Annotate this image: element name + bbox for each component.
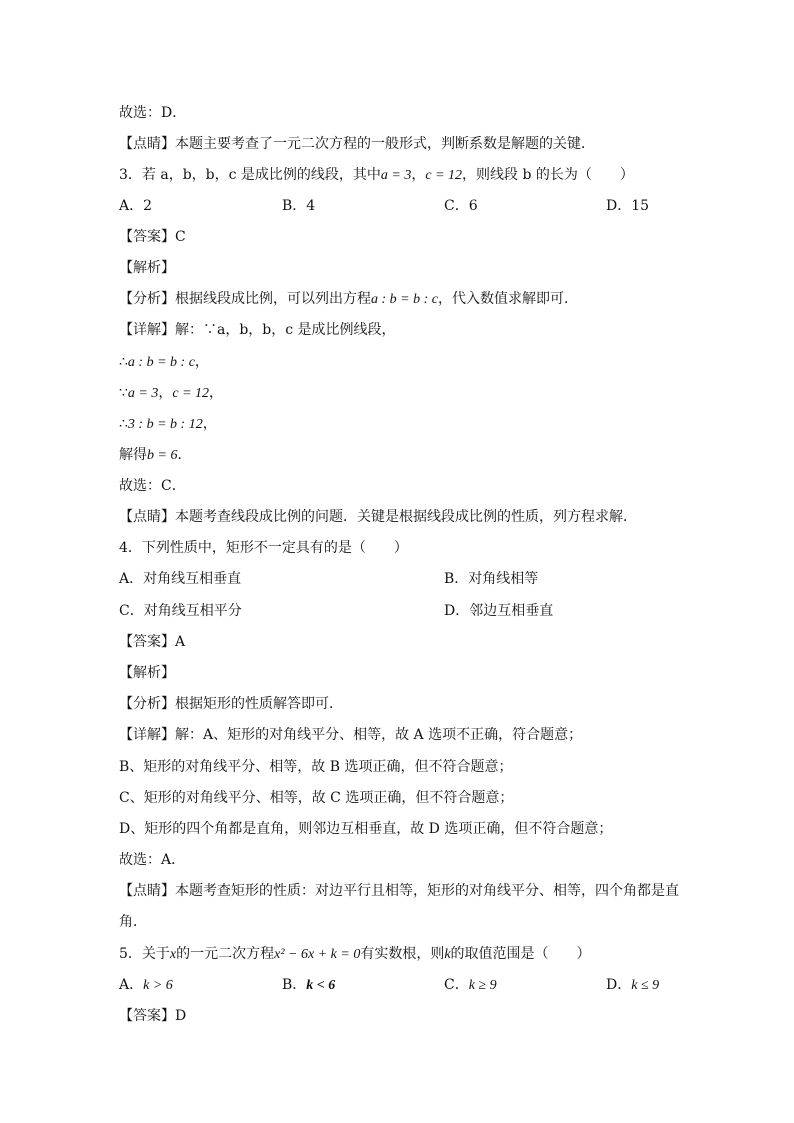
q3-step-3: ∴3 : b = b : 12， bbox=[119, 416, 217, 432]
q4-option-a: A．对角线互相垂直 bbox=[119, 571, 242, 587]
q4-conclusion: 故选：A． bbox=[119, 852, 186, 868]
question-5: 5．关于x的一元二次方程x² − 6x + k = 0有实数根，则k的取值范围是（ ） bbox=[119, 946, 591, 962]
q5-option-a: A．k > 6 bbox=[119, 977, 173, 993]
q3-detail: 【详解】解：∵a，b，b，c 是成比例线段， bbox=[119, 322, 396, 338]
q4-detail-d: D、矩形的四个角都是直角，则邻边互相垂直，故 D 选项正确，但不符合题意； bbox=[119, 821, 613, 837]
q4-remark: 【点睛】本题考查矩形的性质：对边平行且相等，矩形的对角线平分、相等，四个角都是直 bbox=[119, 883, 679, 899]
q5-option-b: B．k < 6 bbox=[282, 977, 336, 993]
remark-line: 【点睛】本题主要考查了一元二次方程的一般形式，判断系数是解题的关键． bbox=[119, 136, 595, 152]
q3-step-2: ∵a = 3，c = 12， bbox=[119, 385, 224, 401]
q5-option-d: D．k ≤ 9 bbox=[606, 977, 660, 993]
q4-detail-b: B、矩形的对角线平分、相等，故 B 选项正确，但不符合题意； bbox=[119, 759, 513, 775]
q3-analysis: 【分析】根据线段成比例，可以列出方程a : b = b : c，代入数值求解即可． bbox=[119, 291, 578, 307]
conclusion-line: 故选：D． bbox=[119, 105, 187, 121]
q3-option-d: D．15 bbox=[606, 198, 650, 214]
q4-remark-cont: 角． bbox=[119, 914, 147, 930]
q5-answer: 【答案】D bbox=[119, 1008, 187, 1024]
question-4: 4．下列性质中，矩形不一定具有的是（ ） bbox=[119, 540, 408, 556]
q3-conclusion: 故选：C． bbox=[119, 478, 186, 494]
q4-option-c: C．对角线互相平分 bbox=[119, 603, 242, 619]
q4-option-d: D．邻边互相垂直 bbox=[444, 603, 554, 619]
q3-answer: 【答案】C bbox=[119, 229, 186, 245]
q4-analysis-heading: 【解析】 bbox=[119, 665, 175, 681]
q3-step-1: ∴a : b = b : c， bbox=[119, 354, 209, 370]
q3-step-4: 解得b = 6． bbox=[119, 447, 192, 463]
q4-analysis: 【分析】根据矩形的性质解答即可． bbox=[119, 696, 343, 712]
q5-option-c: C．k ≥ 9 bbox=[444, 977, 497, 993]
q3-option-c: C．6 bbox=[444, 198, 478, 214]
q3-remark: 【点睛】本题考查线段成比例的问题．关键是根据线段成比例的性质，列方程求解． bbox=[119, 509, 637, 525]
q3-analysis-heading: 【解析】 bbox=[119, 260, 175, 276]
q4-detail: 【详解】解：A、矩形的对角线平分、相等，故 A 选项不正确，符合题意； bbox=[119, 727, 583, 743]
q4-detail-c: C、矩形的对角线平分、相等，故 C 选项正确，但不符合题意； bbox=[119, 790, 514, 806]
question-3: 3．若 a，b，b，c 是成比例的线段，其中a = 3，c = 12，则线段 b 的长为（ ） bbox=[119, 167, 634, 183]
q3-option-b: B．4 bbox=[282, 198, 316, 214]
q4-option-b: B．对角线相等 bbox=[444, 571, 539, 587]
q4-answer: 【答案】A bbox=[119, 634, 186, 650]
q3-option-a: A．2 bbox=[119, 198, 153, 214]
